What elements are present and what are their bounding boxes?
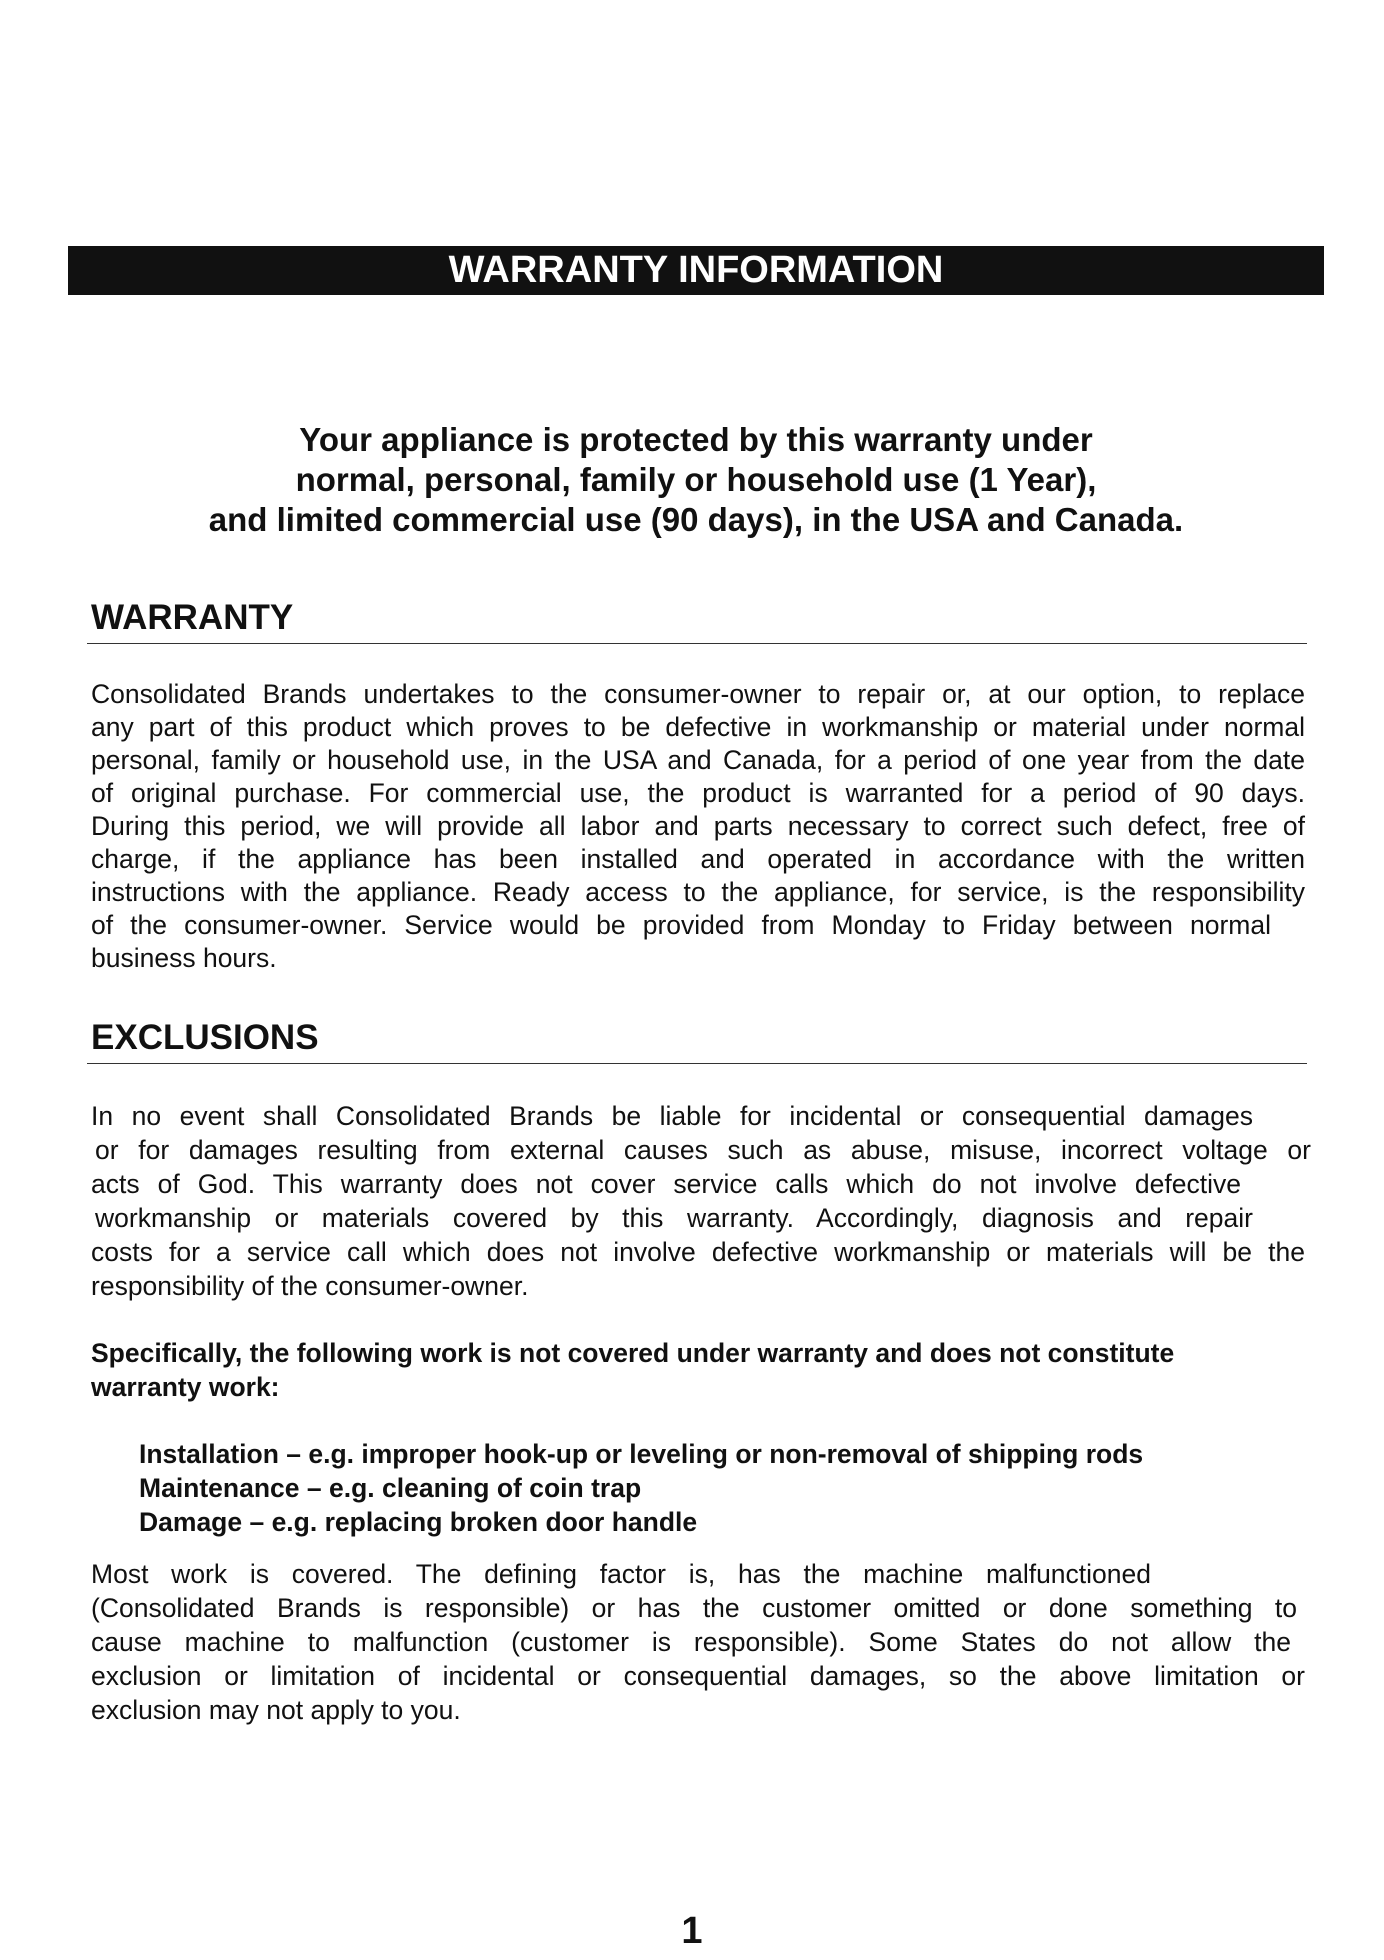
paragraph-line: charge, if the appliance has been installed and operated in accordance with the written (91, 844, 1305, 874)
paragraph-line: of original purchase. For commercial use, the product is warranted for a period of 90 days. (91, 778, 1305, 808)
paragraph-line: Most work is covered. The defining factor is, has the machine malfunctioned (91, 1559, 1151, 1589)
intro-line: Specifically, the following work is not covered under warranty and does not constitute (91, 1338, 1175, 1368)
page-number: 1 (681, 1910, 703, 1952)
paragraph-line: any part of this product which proves to be defective in workmanship or material under normal (91, 712, 1305, 742)
list-item: Damage – e.g. replacing broken door handle (139, 1507, 698, 1537)
intro-line: warranty work: (91, 1372, 280, 1402)
paragraph-line: or for damages resulting from external causes such as abuse, misuse, incorrect voltage or (95, 1135, 1311, 1165)
list-item: Maintenance – e.g. cleaning of coin trap (139, 1473, 642, 1503)
exclusions-heading: EXCLUSIONS (91, 1018, 319, 1057)
coverage-line: Your appliance is protected by this warranty under (299, 421, 1093, 458)
paragraph-line: personal, family or household use, in the USA and Canada, for a period of one year from the date (91, 745, 1305, 775)
exclusions-divider (87, 1063, 1307, 1064)
paragraph-line: Consolidated Brands undertakes to the consumer-owner to repair or, at our option, to replace (91, 679, 1305, 709)
closing-paragraph (91, 1557, 1305, 1727)
warranty-divider (87, 643, 1307, 644)
warranty-heading: WARRANTY (91, 598, 294, 637)
paragraph-line: instructions with the appliance. Ready access to the appliance, for service, is the responsibility (91, 877, 1305, 907)
paragraph-line: (Consolidated Brands is responsible) or has the customer omitted or done something to (91, 1593, 1297, 1623)
exclusions-paragraph (91, 1099, 1311, 1303)
paragraph-line: During this period, we will provide all labor and parts necessary to correct such defect, free of (91, 811, 1305, 841)
paragraph-line: responsibility of the consumer-owner. (91, 1271, 529, 1301)
paragraph-line: costs for a service call which does not involve defective workmanship or materials will be the (91, 1237, 1305, 1267)
paragraph-line: of the consumer-owner. Service would be provided from Monday to Friday between normal (91, 910, 1271, 940)
warranty-paragraph (91, 678, 1305, 975)
coverage-statement (68, 420, 1324, 540)
paragraph-line: cause machine to malfunction (customer is responsible). Some States do not allow the (91, 1627, 1291, 1657)
coverage-line: and limited commercial use (90 days), in the USA and Canada. (208, 501, 1184, 538)
banner-title: WARRANTY INFORMATION (68, 246, 1324, 295)
paragraph-line: workmanship or materials covered by this warranty. Accordingly, diagnosis and repair (95, 1203, 1253, 1233)
paragraph-line: exclusion may not apply to you. (91, 1695, 461, 1725)
coverage-line: normal, personal, family or household use (1 Year), (295, 461, 1097, 498)
paragraph-line: acts of God. This warranty does not cover service calls which do not involve defective (91, 1169, 1241, 1199)
paragraph-line: In no event shall Consolidated Brands be liable for incidental or consequential damages (91, 1101, 1253, 1131)
paragraph-line: exclusion or limitation of incidental or consequential damages, so the above limitation or (91, 1661, 1305, 1691)
not-covered-intro (91, 1336, 1305, 1404)
list-item: Installation – e.g. improper hook-up or leveling or non-removal of shipping rods (139, 1439, 1144, 1469)
paragraph-line: business hours. (91, 943, 277, 973)
not-covered-list (139, 1437, 1299, 1539)
